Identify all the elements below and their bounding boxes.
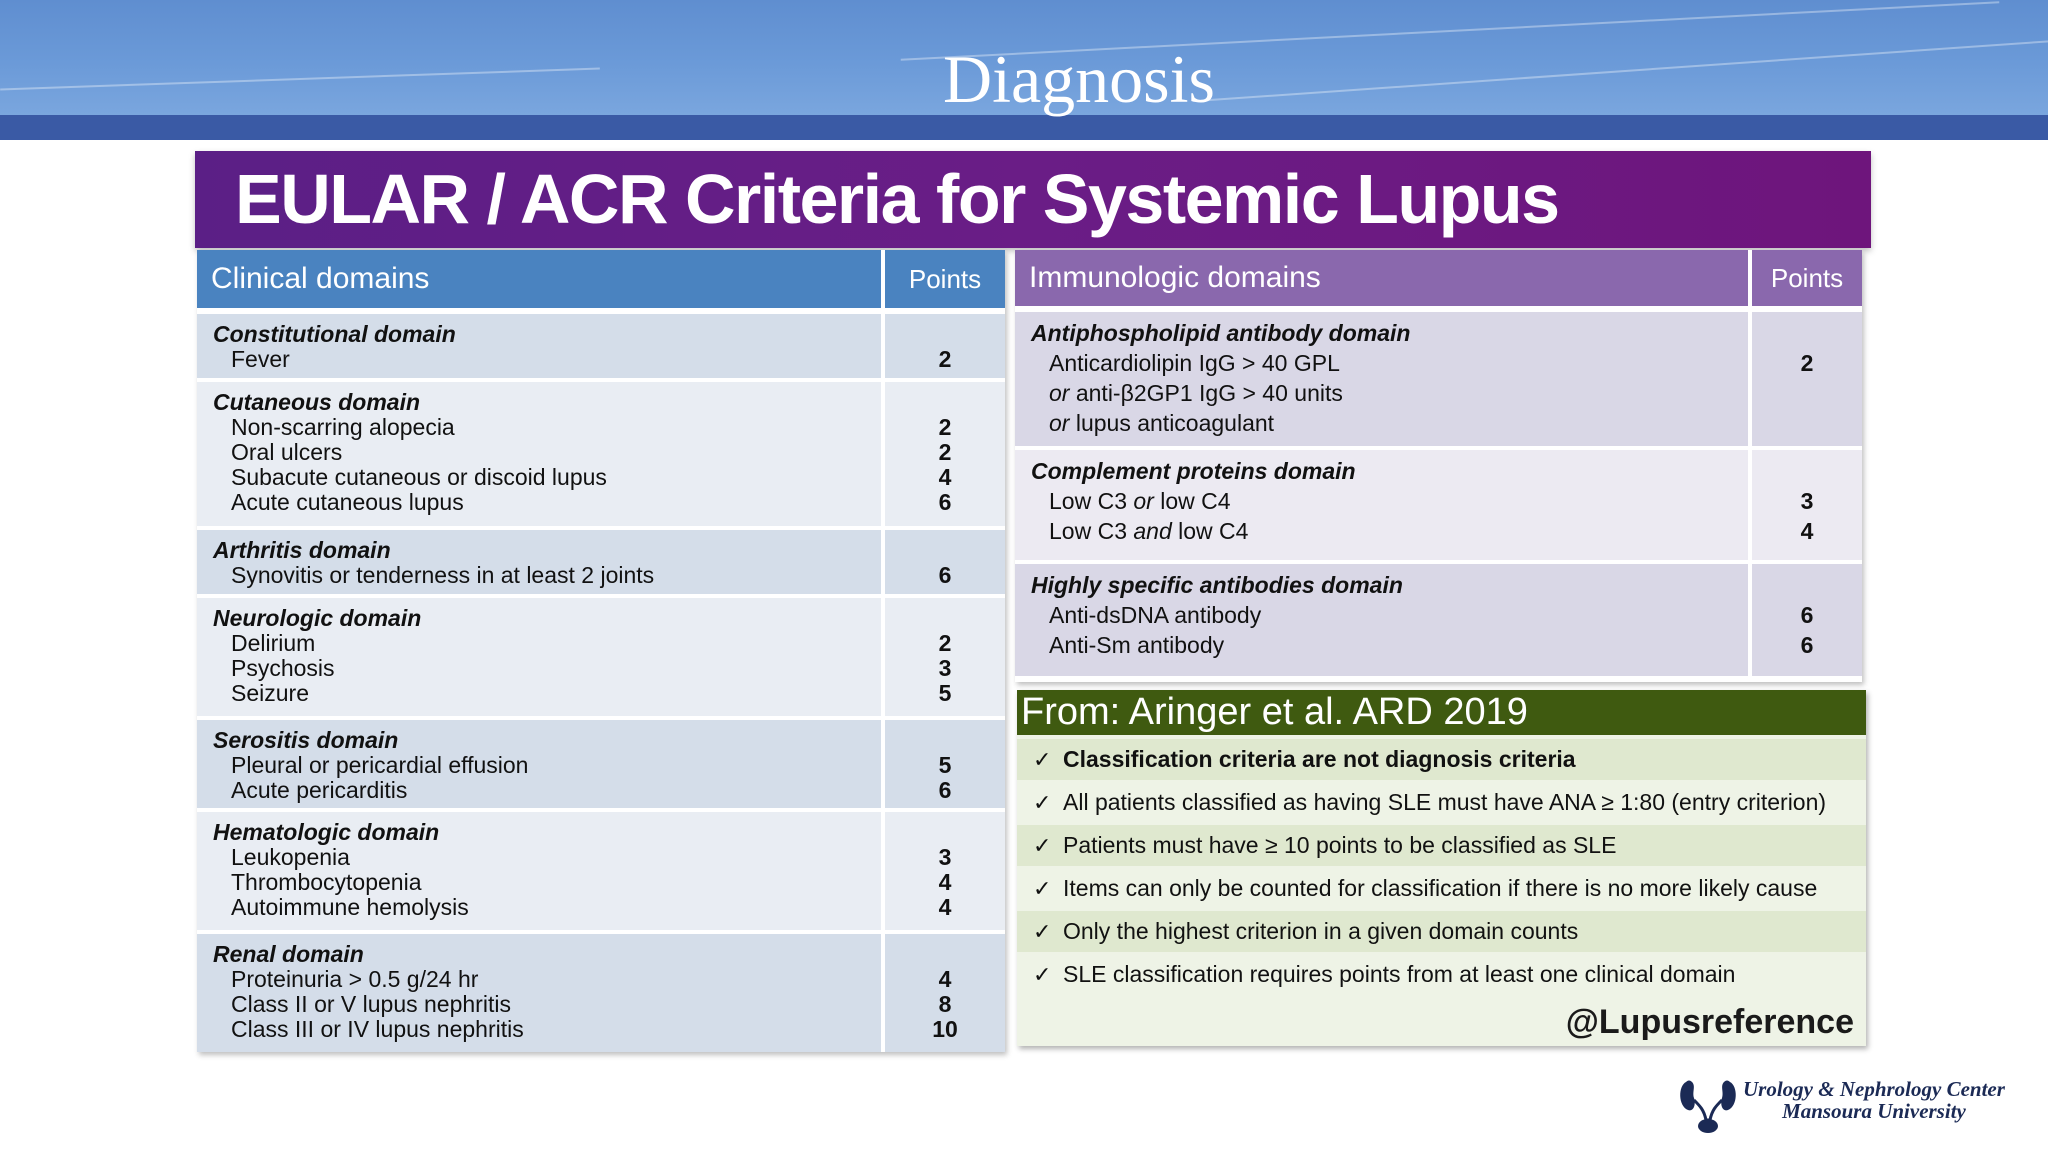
clinical-domains-table <box>197 250 1005 1052</box>
immunologic-domain-row <box>1015 312 1862 446</box>
points-value: 4 <box>938 966 952 992</box>
criterion-item: Proteinuria > 0.5 g/24 hr <box>231 966 479 992</box>
points-cell <box>885 598 1005 716</box>
criterion-item: Oral ulcers <box>231 439 343 465</box>
logo-line1: Urology & Nephrology Center <box>1743 1077 2005 1101</box>
note-text: Patients must have ≥ 10 points to be classified as SLE <box>1063 832 1617 858</box>
criterion-item: Thrombocytopenia <box>231 869 422 895</box>
points-cell <box>885 314 1005 378</box>
points-value: 6 <box>1800 602 1814 628</box>
handle-text: @Lupusreference <box>1565 1003 1854 1041</box>
domain-text-cell <box>197 720 881 808</box>
criterion-item: Anti-Sm antibody <box>1049 632 1225 658</box>
points-cell <box>1752 564 1862 676</box>
domain-text-cell <box>1015 312 1748 446</box>
check-icon: ✓ <box>1033 832 1052 858</box>
criterion-item: Delirium <box>231 630 316 656</box>
criterion-item: Leukopenia <box>231 844 350 870</box>
domain-text-cell <box>197 812 881 930</box>
points-value: 8 <box>938 991 952 1017</box>
immunologic-domain-row <box>1015 564 1862 676</box>
note-text: Classification criteria are not diagnosis criteria <box>1063 746 1576 772</box>
points-value: 6 <box>938 489 952 515</box>
domain-name: Antiphospholipid antibody domain <box>1031 320 1411 346</box>
points-value: 4 <box>938 894 952 920</box>
check-icon: ✓ <box>1033 918 1052 944</box>
points-value: 2 <box>938 439 952 465</box>
kidney-logo-icon <box>1678 1076 1738 1136</box>
clinical-domain-row <box>197 934 1005 1052</box>
criterion-item: Low C3 and low C4 <box>1049 518 1249 544</box>
logo-text <box>1743 1078 2005 1122</box>
note-row <box>1017 868 1866 909</box>
check-icon: ✓ <box>1033 789 1052 815</box>
points-cell <box>885 530 1005 594</box>
points-cell <box>1752 450 1862 560</box>
immunologic-domain-row <box>1015 450 1862 560</box>
domain-text-cell <box>197 314 881 378</box>
domain-name: Hematologic domain <box>213 819 440 845</box>
domain-name: Serositis domain <box>213 727 399 753</box>
points-value: 6 <box>938 777 952 803</box>
domain-text-cell <box>197 382 881 526</box>
criterion-item: or anti-β2GP1 IgG > 40 units <box>1049 380 1343 406</box>
domain-name: Neurologic domain <box>213 605 422 631</box>
note-text: Items can only be counted for classification if there is no more likely cause <box>1063 875 1818 901</box>
university-logo <box>1678 1076 2008 1136</box>
domain-text-cell <box>197 934 881 1052</box>
points-value: 4 <box>938 464 952 490</box>
points-cell <box>885 934 1005 1052</box>
clinical-domain-row <box>197 720 1005 808</box>
points-value: 3 <box>1800 488 1814 514</box>
domain-text-cell <box>1015 450 1748 560</box>
domain-text-cell <box>197 598 881 716</box>
clinical-domain-row <box>197 530 1005 594</box>
criterion-item: Anticardiolipin IgG > 40 GPL <box>1049 350 1340 376</box>
note-row <box>1017 739 1866 780</box>
note-row <box>1017 954 1866 995</box>
points-value: 3 <box>938 655 952 681</box>
criteria-banner <box>195 151 1871 248</box>
banner-title: EULAR / ACR Criteria for Systemic Lupus <box>235 160 1559 238</box>
clinical-points-header: Points <box>885 250 1005 308</box>
points-cell <box>885 720 1005 808</box>
criterion-item: Autoimmune hemolysis <box>231 894 469 920</box>
check-icon: ✓ <box>1033 746 1052 772</box>
points-cell <box>885 382 1005 526</box>
criterion-item: Non-scarring alopecia <box>231 414 455 440</box>
criterion-item: Anti-dsDNA antibody <box>1049 602 1262 628</box>
clinical-header: Clinical domains <box>197 250 881 308</box>
points-value: 5 <box>938 752 952 778</box>
clinical-domain-row <box>197 812 1005 930</box>
criterion-item: Seizure <box>231 680 309 706</box>
logo-line2: Mansoura University <box>1782 1099 1966 1123</box>
points-value: 4 <box>938 869 952 895</box>
criterion-item: Acute pericarditis <box>231 777 408 803</box>
points-value: 6 <box>938 562 952 588</box>
slide-title: Diagnosis <box>943 41 1215 117</box>
clinical-domain-row <box>197 382 1005 526</box>
points-value: 5 <box>938 680 952 706</box>
check-icon: ✓ <box>1033 961 1052 987</box>
immunologic-domains-table <box>1015 250 1862 682</box>
criterion-item: Psychosis <box>231 655 335 681</box>
domain-name: Complement proteins domain <box>1031 458 1356 484</box>
domain-text-cell <box>197 530 881 594</box>
domain-name: Renal domain <box>213 941 364 967</box>
notes-box <box>1017 690 1866 1046</box>
points-value: 10 <box>932 1016 958 1042</box>
points-cell <box>885 812 1005 930</box>
criterion-item: Acute cutaneous lupus <box>231 489 464 515</box>
points-value: 2 <box>938 630 952 656</box>
points-value: 3 <box>938 844 952 870</box>
points-value: 2 <box>938 346 952 372</box>
points-value: 6 <box>1800 632 1814 658</box>
points-cell <box>1752 312 1862 446</box>
points-value: 2 <box>1800 350 1814 376</box>
domain-text-cell <box>1015 564 1748 676</box>
immunologic-points-header: Points <box>1752 250 1862 306</box>
criterion-item: Pleural or pericardial effusion <box>231 752 529 778</box>
points-value: 2 <box>938 414 952 440</box>
note-row <box>1017 782 1866 823</box>
clinical-domain-row <box>197 598 1005 716</box>
notes-header: From: Aringer et al. ARD 2019 <box>1017 690 1866 735</box>
criterion-item: Class III or IV lupus nephritis <box>231 1016 524 1042</box>
note-row <box>1017 825 1866 866</box>
points-value: 4 <box>1800 518 1814 544</box>
criterion-item: Fever <box>231 346 290 372</box>
criterion-item: or lupus anticoagulant <box>1049 410 1275 436</box>
note-text: Only the highest criterion in a given domain counts <box>1063 918 1579 944</box>
note-text: SLE classification requires points from at least one clinical domain <box>1063 961 1736 987</box>
check-icon: ✓ <box>1033 875 1052 901</box>
domain-name: Cutaneous domain <box>213 389 421 415</box>
criterion-item: Low C3 or low C4 <box>1049 488 1231 514</box>
criterion-item: Subacute cutaneous or discoid lupus <box>231 464 607 490</box>
domain-name: Highly specific antibodies domain <box>1031 572 1403 598</box>
clinical-domain-row <box>197 314 1005 378</box>
note-row <box>1017 911 1866 952</box>
immunologic-header: Immunologic domains <box>1015 250 1748 306</box>
domain-name: Arthritis domain <box>213 537 391 563</box>
criterion-item: Class II or V lupus nephritis <box>231 991 511 1017</box>
domain-name: Constitutional domain <box>213 321 456 347</box>
note-text: All patients classified as having SLE must have ANA ≥ 1:80 (entry criterion) <box>1063 789 1827 815</box>
criterion-item: Synovitis or tenderness in at least 2 joints <box>231 562 655 588</box>
